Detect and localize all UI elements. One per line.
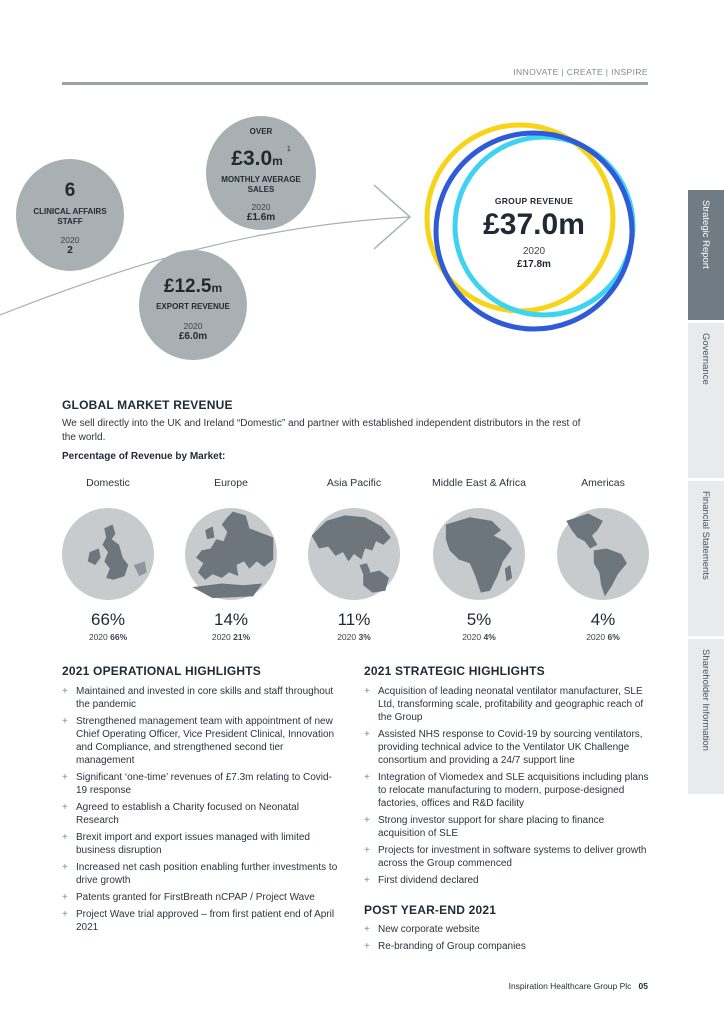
group-revenue: GROUP REVENUE £37.0m 2020 £17.8m <box>483 196 585 270</box>
tab-shareholder-information[interactable]: Shareholder Information <box>688 639 724 794</box>
list-item: + First dividend declared <box>364 874 654 887</box>
list-item: + Assisted NHS response to Covid-19 by sourcing ventilators, providing technical advice to the Ventilator UK Challenge consortium and providing a 24/7 support line <box>364 728 654 767</box>
list-item: + Strengthened management team with appointment of new Chief Operating Officer, Vice President Clinical, Innovation and Compliance, and strengthened second tier management <box>62 715 342 767</box>
market-americas: Americas 4% 2020 6% <box>541 477 665 642</box>
list-item: + Re-branding of Group companies <box>364 940 654 953</box>
tab-governance[interactable]: Governance <box>688 323 724 478</box>
tab-financial-statements[interactable]: Financial Statements <box>688 481 724 636</box>
page-footer <box>509 981 648 991</box>
operational-highlights-list <box>62 685 342 938</box>
list-item: + Increased net cash position enabling further investments to drive growth <box>62 861 342 887</box>
list-item: + Acquisition of leading neonatal ventilator manufacturer, SLE Ltd, transforming scale, profitability and geographic reach of the Group <box>364 685 654 724</box>
market-subheading: Percentage of Revenue by Market: <box>62 451 226 462</box>
kpi-export-revenue: £12.5m EXPORT REVENUE 2020 £6.0m <box>139 250 247 360</box>
kpi-clinical-staff: 6 CLINICAL AFFAIRS STAFF 2020 2 <box>16 159 124 271</box>
header-divider <box>62 82 648 85</box>
list-item: + Patents granted for FirstBreath nCPAP / Project Wave <box>62 891 342 904</box>
globe-asia-pacific-icon <box>308 508 400 600</box>
market-domestic: Domestic 66% 2020 66% <box>46 477 170 642</box>
list-item: + Projects for investment in software systems to deliver growth across the Group commenced <box>364 844 654 870</box>
page-number: 05 <box>638 981 648 991</box>
global-market-title: GLOBAL MARKET REVENUE <box>62 398 233 412</box>
globe-uk-icon <box>62 508 154 600</box>
list-item: + Significant ‘one-time’ revenues of £7.3m relating to Covid-19 response <box>62 771 342 797</box>
list-item: + New corporate website <box>364 923 654 936</box>
section-tabs <box>688 190 724 797</box>
list-item: + Strong investor support for share placing to finance acquisition of SLE <box>364 814 654 840</box>
post-year-end-list <box>364 923 654 957</box>
list-item: + Brexit import and export issues managed with limited business disruption <box>62 831 342 857</box>
operational-highlights-title: 2021 OPERATIONAL HIGHLIGHTS <box>62 664 261 678</box>
list-item: + Integration of Viomedex and SLE acquisitions including plans to relocate manufacturing to modern, purpose-designed factories, offices and R&D facility <box>364 771 654 810</box>
list-item: + Maintained and invested in core skills and staff throughout the pandemic <box>62 685 342 711</box>
footer-company: Inspiration Healthcare Group Plc <box>508 981 632 991</box>
header-tagline: INNOVATE | CREATE | INSPIRE <box>513 67 648 77</box>
market-asia-pacific: Asia Pacific 11% 2020 3% <box>292 477 416 642</box>
global-market-description: We sell directly into the UK and Ireland “Domestic” and partner with established independent distributors in the rest of the world. <box>62 418 581 443</box>
market-middle-east-africa: Middle East & Africa 5% 2020 4% <box>432 477 526 642</box>
market-europe: Europe 14% 2020 21% <box>169 477 293 642</box>
post-year-end-title: POST YEAR-END 2021 <box>364 903 497 917</box>
strategic-highlights-title: 2021 STRATEGIC HIGHLIGHTS <box>364 664 545 678</box>
tab-strategic-report[interactable]: Strategic Report <box>688 190 724 320</box>
kpi-monthly-sales: OVER $£3.0m^1$ MONTHLY AVERAGE SALES 2020 £1.6m <box>206 116 316 230</box>
globe-americas-icon <box>557 508 649 600</box>
globe-europe-icon <box>185 508 277 600</box>
globe-africa-icon <box>433 508 525 600</box>
list-item: + Project Wave trial approved – from first patient end of April 2021 <box>62 908 342 934</box>
strategic-highlights-list <box>364 685 654 891</box>
list-item: + Agreed to establish a Charity focused on Neonatal Research <box>62 801 342 827</box>
